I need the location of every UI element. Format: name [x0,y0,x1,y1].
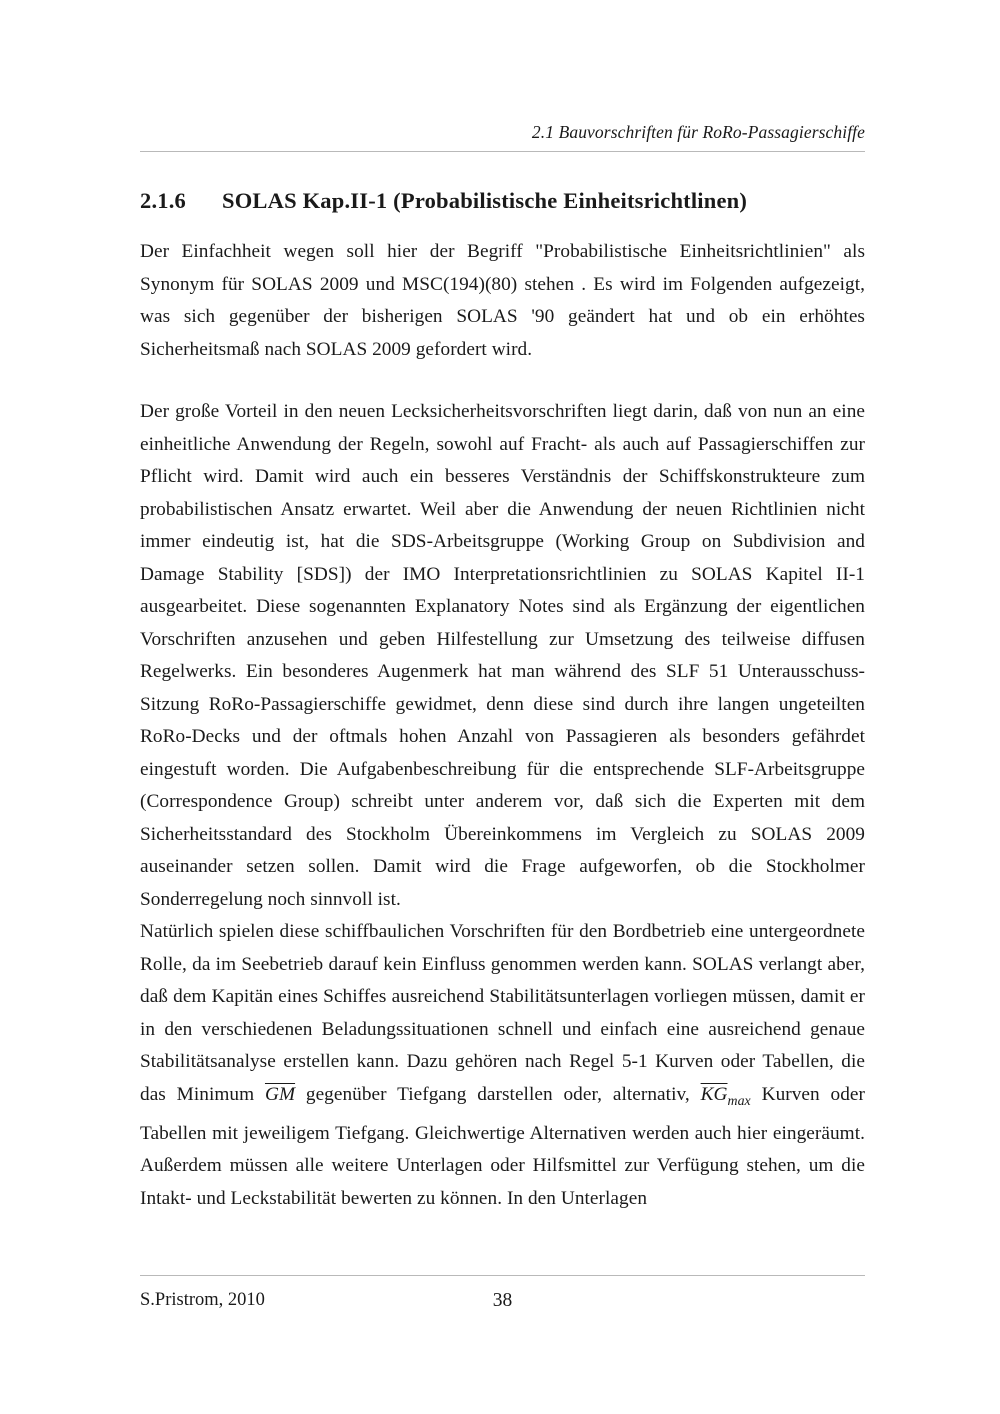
paragraph-3-text-b: gegenüber Tiefgang darstellen oder, alternativ, [295,1083,701,1105]
paragraph-1: Der Einfachheit wegen soll hier der Begriff "Probabilistische Einheitsrichtlinien" als Synonym für SOLAS 2009 und MSC(194)(80) stehen . Es wird im Folgenden aufgezeigt, was sich gegenüber der bisherigen SOLAS '90 geändert hat und ob ein erhöhtes Sicherheitsmaß nach SOLAS 2009 gefordert wird. [140,241,865,360]
section-title: SOLAS Kap.II-1 (Probabilistische Einheitsrichtlinen) [222,188,748,213]
paragraph-2: Der große Vorteil in den neuen Lecksicherheitsvorschriften liegt darin, daß von nun an eine einheitliche Anwendung der Regeln, sowohl auf Fracht- als auch auf Passagierschiffen zur Pflicht wird. Damit wird auch ein besseres Verständnis der Schiffskonstrukteure zum probabilistischen Ansatz erwartet. Weil aber die Anwendung der neuen Richtlinien nicht immer eindeutig ist, hat die SDS-Arbeitsgruppe (Working Group on Subdivision and Damage Stability [SDS]) der IMO Interpretationsrichtlinien zu SOLAS Kapitel II-1 ausgearbeitet. Diese sogenannten Explanatory Notes sind als Ergänzung der eigentlichen Vorschriften anzusehen und geben Hilfestellung zur Umsetzung des teilweise diffusen Regelwerks. Ein besonderes Augenmerk hat man während des SLF 51 Unterausschuss-Sitzung RoRo-Passagierschiffe gewidmet, denn diese sind durch ihre langen ungeteilten RoRo-Decks und der oftmals hohen Anzahl von Passagieren als besonders gefährdet eingestuft worden. Die Aufgabenbeschreibung für die entsprechende SLF-Arbeitsgruppe (Correspondence Group) schreibt unter anderem vor, daß sich die Experten mit dem Sicherheitsstandard des Stockholm Übereinkommens im Vergleich zu SOLAS 2009 auseinander setzen sollen. Damit wird die Frage aufgeworfen, ob die Stockholmer Sonderregelung noch sinnvoll ist. [140,401,865,910]
math-kg-subscript: max [727,1093,751,1109]
footer-divider [140,1275,865,1276]
page-footer [140,1290,865,1311]
paragraph-3-text-c: Kurven oder Tabellen mit jeweiligem Tiefgang. Gleichwertige Alternativen werden auch hier eingeräumt. Außerdem müssen alle weitere Unterlagen oder Hilfsmittel zur Verfügung stehen, um die Intakt- und Leckstabilität bewerten zu können. In den Unterlagen [140,1083,865,1209]
running-head: 2.1 Bauvorschriften für RoRo-Passagierschiffe [531,122,865,142]
page-title [140,188,865,214]
math-gm-bar: $\overline{GM}$ [264,1083,296,1105]
header-divider [140,151,865,152]
section-number: 2.1.6 [140,188,186,213]
paragraph-3-text-a: Natürlich spielen diese schiffbaulichen Vorschriften für den Bordbetrieb eine untergeordnete Rolle, da im Seebetrieb darauf kein Einfluss genommen werden kann. SOLAS verlangt aber, daß dem Kapitän eines Schiffes ausreichend Stabilitätsunterlagen vorliegen müssen, damit er in den verschiedenen Beladungssituationen schnell und einfach eine ausreichend genaue Stabilitätsanalyse erstellen kann. Dazu gehören nach Regel 5-1 Kurven oder Tabellen, die das Minimum [140,921,865,1105]
footer-page-number: 38 [492,1290,513,1311]
footer-author: S.Pristrom, 2010 [140,1290,265,1310]
paragraph-3 [140,916,865,1215]
math-kg-bar: $\overline{KG}$ [700,1083,728,1105]
page-content [140,0,865,1215]
